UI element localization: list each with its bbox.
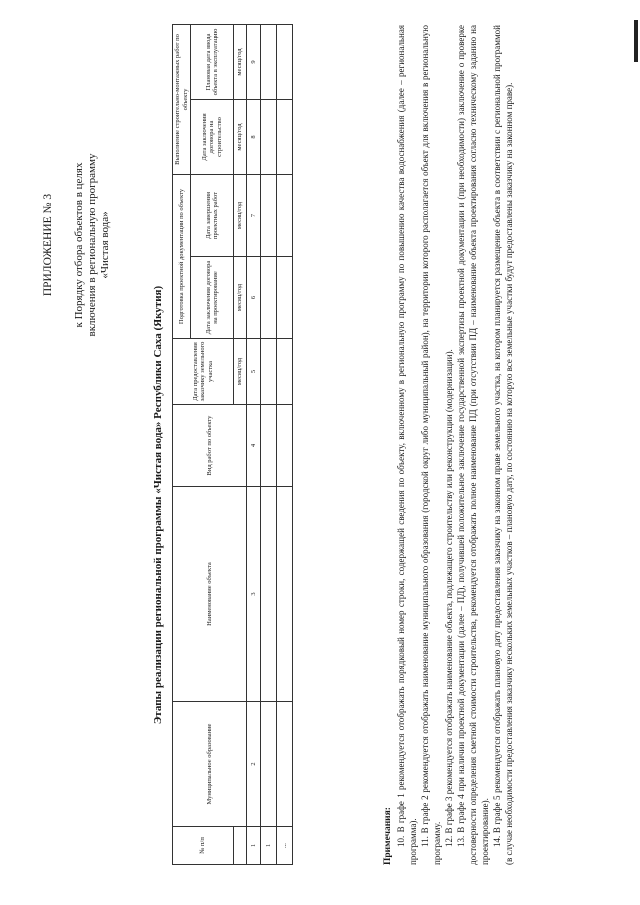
table-cell (277, 174, 293, 256)
table-cell (277, 257, 293, 339)
unit-cell-design-finish: месяц/год (234, 174, 247, 256)
header-construction-group: Выполнение строительно-монтажных работ по объекту (173, 24, 191, 174)
header-design-group: Подготовка проектной документации по объекту (173, 174, 191, 338)
unit-cell-design-contract: месяц/год (234, 257, 247, 339)
note-item: 12. В графе 3 рекомендуется отображать наименование объекта, подлежащего строительству или реконструкции (модернизации). (444, 349, 454, 847)
column-number: 9 (247, 24, 261, 99)
table-cell (261, 174, 277, 256)
column-number: 6 (247, 257, 261, 339)
table-row (277, 24, 293, 864)
table-column-numbers-row (247, 24, 261, 864)
document-title: Этапы реализации региональной программы «Чистая вода» Республики Саха (Якутия) (152, 285, 164, 725)
table-header-row (173, 24, 191, 864)
note-item: 11. В графе 2 рекомендуется отображать наименование муниципального образования (городской округ либо муниципальный район), на территории которого располагается объект для включения в региональную программу. (420, 25, 442, 865)
appendix-title: ПРИЛОЖЕНИЕ № 3 (42, 193, 54, 297)
header-work-type: Вид работ по объекту (173, 405, 247, 487)
note-item: 13. В графе 4 при наличии проектной документации (далее – ПД), получившей положительное заключение государственной экспертизы проектной документации и (при необходимости) заключение о проверке достоверности определения сметной стоимости строительства, рекомендуется отображать полное наименование ПД (при отсутствии ПД – наименование объекта проектирования согласно техническому заданию на проектирование). (456, 25, 490, 865)
unit-cell-construction-contract: месяц/год (234, 99, 247, 174)
column-number: 4 (247, 405, 261, 487)
table-cell (261, 702, 277, 827)
table-cell (261, 339, 277, 405)
header-construction-contract: Дата заключения договора на строительство (191, 99, 234, 174)
table-row (261, 24, 277, 864)
appendix-line-2: включения в региональную программу (86, 153, 98, 337)
row-number: ... (277, 827, 293, 865)
notes-title: Примечания: (383, 807, 393, 865)
header-land-date: Дата предоставления заказчику земельного участка (173, 339, 234, 405)
header-municipality: Муниципальное образование (173, 702, 247, 827)
note-item: 10. В графе 1 рекомендуется отображать порядковый номер строки, содержащей сведения по объекту, включенному в региональную программу по повышению качества водоснабжения (далее – региональная программа). (396, 25, 418, 865)
column-number: 8 (247, 99, 261, 174)
table-cell (277, 339, 293, 405)
table-cell (277, 702, 293, 827)
notes-section (382, 25, 515, 865)
unit-cell-land: месяц/год (234, 339, 247, 405)
table-cell (261, 24, 277, 99)
table-cell (277, 405, 293, 487)
note-item: 14. В графе 5 рекомендуется отображать плановую дату предоставления заказчику на законном праве земельного участка, на котором планируется размещение объекта в соответствии с региональной программой (в случае необходимости предоставления заказчику нескольких земельных участков – плановую дату, по состоянию на которую все земельные участки будут предоставлены заказчику на законном праве). (492, 25, 514, 865)
table-cell (261, 99, 277, 174)
column-number: 7 (247, 174, 261, 256)
row-number: 1 (261, 827, 277, 865)
header-no: № п/п (173, 827, 234, 865)
header-design-finish: Дата завершения проектных работ (191, 174, 234, 256)
table-cell (277, 99, 293, 174)
column-number: 1 (247, 827, 261, 865)
column-number: 3 (247, 487, 261, 702)
unit-cell-empty (234, 827, 247, 865)
header-object-name: Наименование объекта (173, 487, 247, 702)
table-cell (277, 24, 293, 99)
header-commissioning: Плановая дата ввода объекта в эксплуатацию (191, 24, 234, 99)
header-design-contract: Дата заключения договора на проектирование (191, 257, 234, 339)
table-cell (261, 257, 277, 339)
appendix-header (42, 125, 112, 365)
table-cell (261, 487, 277, 702)
column-number: 5 (247, 339, 261, 405)
unit-cell-commissioning: месяц/год (234, 24, 247, 99)
appendix-line-1: к Порядку отбора объектов в целях (73, 162, 85, 328)
stages-table (172, 24, 293, 865)
column-number: 2 (247, 702, 261, 827)
table-cell (261, 405, 277, 487)
appendix-line-3: «Чистая вода» (99, 211, 111, 279)
table-cell (277, 487, 293, 702)
